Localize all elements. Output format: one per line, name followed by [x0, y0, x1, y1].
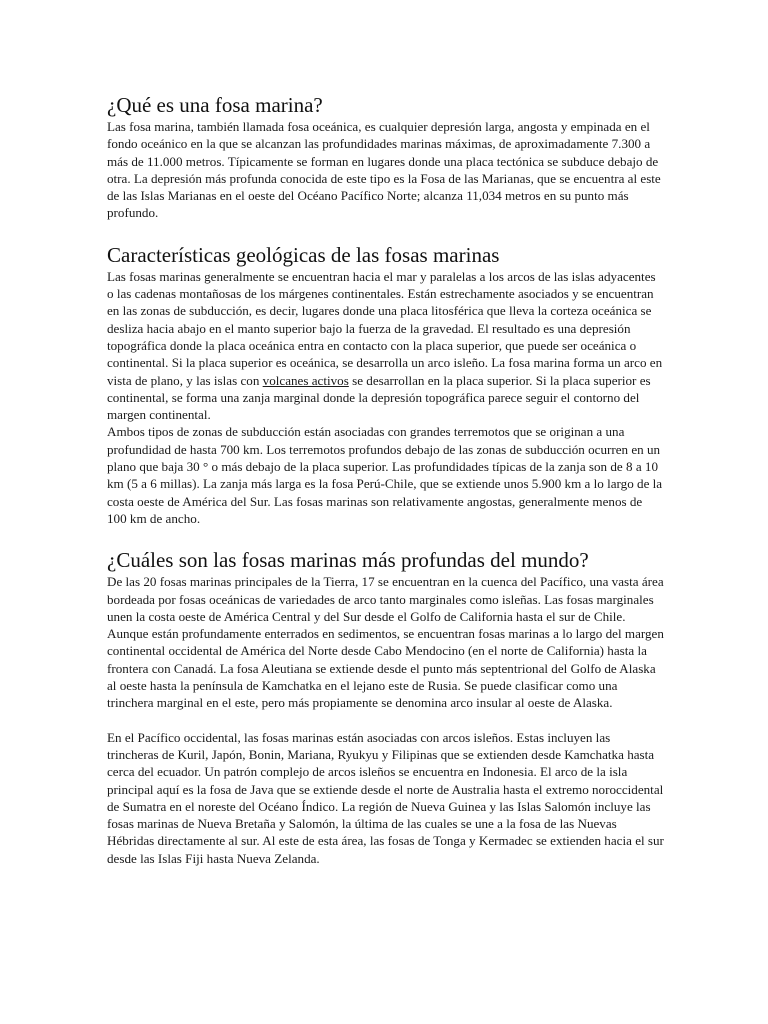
section-heading: Características geológicas de las fosas marinas [107, 242, 500, 267]
section-paragraph: En el Pacífico occidental, las fosas marinas están asociadas con arcos isleños. Estas incluyen las trincheras de Kuril, Japón, Bonin, Mariana, Ryukyu y Filipinas que se extienden desde Kamchatka hasta cerca del ecuador. Un patrón complejo de arcos isleños se encuentra en Indonesia. El arco de la isla principal aquí es la fosa de Java que se extiende desde el norte de Australia hasta el extremo noroccidental de Sumatra en el noreste del Océano Índico. La región de Nueva Guinea y las Islas Salomón incluye las fosas marinas de Nueva Bretaña y Salomón, la última de las cuales se une a la fosa de las Nuevas Hébridas directamente al sur. Al este de esta área, las fosas de Tonga y Kermadec se extienden hacia el sur desde las Islas Fiji hasta Nueva Zelanda. [107, 729, 664, 866]
section-geological-characteristics [107, 242, 665, 527]
section-heading: ¿Cuáles son las fosas marinas más profundas del mundo? [107, 548, 589, 573]
section-paragraph: Las fosa marina, también llamada fosa oceánica, es cualquier depresión larga, angosta y empinada en el fondo oceánico en la que se alcanzan las profundidades marinas máximas, de aproximadamente 7.300 a más de 11.000 metros. Típicamente se forman en lugares donde una placa tectónica se subduce debajo de otra. La depresión más profunda conocida de este tipo es la Fosa de las Marianas, que se encuentra al este de las Islas Marianas en el oeste del Océano Pacífico Norte; alcanza 11,034 metros en su punto más profundo. [107, 119, 661, 221]
section-paragraph: Ambos tipos de zonas de subducción están asociadas con grandes terremotos que se originan a una profundidad de hasta 700 km. Los terremotos profundos debajo de las zonas de subducción ocurren en un plano que baja 30 ° o más debajo de la placa superior. Las profundidades típicas de la zanja son de 8 a 10 km (5 a 6 millas). La zanja más larga es la fosa Perú-Chile, que se extiende unos 5.900 km a lo largo de la costa oeste de América del Sur. Las fosas marinas son relativamente angostas, generalmente menos de 100 km de ancho. [107, 424, 663, 526]
paragraph-text: se desarrollan en la placa superior. Si la placa superior es continental, se forma una zanja marginal donde la depresión topográfica parece seguir el contorno del margen continental. [107, 372, 651, 423]
section-paragraph [107, 268, 665, 424]
active-volcanoes-link[interactable]: volcanes activos [262, 372, 349, 388]
section-heading: ¿Qué es una fosa marina? [107, 93, 323, 117]
section-paragraph: De las 20 fosas marinas principales de la Tierra, 17 se encuentran en la cuenca del Pacífico, una vasta área bordeada por fosas oceánicas de variedades de arco tanto marginales como isleñas. Las fosas marginales unen la costa oeste de América Central y del Sur desde el Golfo de California hasta el sur de Chile. Aunque están profundamente enterrados en sedimentos, se encuentran fosas marinas a lo largo del margen continental occidental de América del Norte desde Cabo Mendocino (en el norte de California) hasta la frontera con Canadá. La fosa Aleutiana se extiende desde el punto más septentrional del Golfo de Alaska al oeste hasta la península de Kamchatka en el lejano este de Rusia. Se puede clasificar como una trinchera marginal en el este, pero más propiamente se denomina arco insular al oeste de Alaska. [107, 574, 664, 711]
section-deepest-trenches [107, 547, 665, 867]
document-page [107, 92, 665, 867]
paragraph-text: Las fosas marinas generalmente se encuentran hacia el mar y paralelas a los arcos de las islas adyacentes o las cadenas montañosas de los márgenes continentales. Están estrechamente asociados y se encuentran en las zonas de subducción, es decir, lugares donde una placa litosférica que lleva la corteza oceánica se desliza hacia abajo en el manto superior bajo la fuerza de la gravedad. El resultado es una depresión topográfica donde la placa oceánica entra en contacto con la placa superior, que puede ser oceánica o continental. Si la placa superior es oceánica, se desarrolla un arco isleño. La fosa marina forma un arco en vista de plano, y las islas con [107, 268, 663, 388]
section-what-is-trench [107, 92, 665, 222]
